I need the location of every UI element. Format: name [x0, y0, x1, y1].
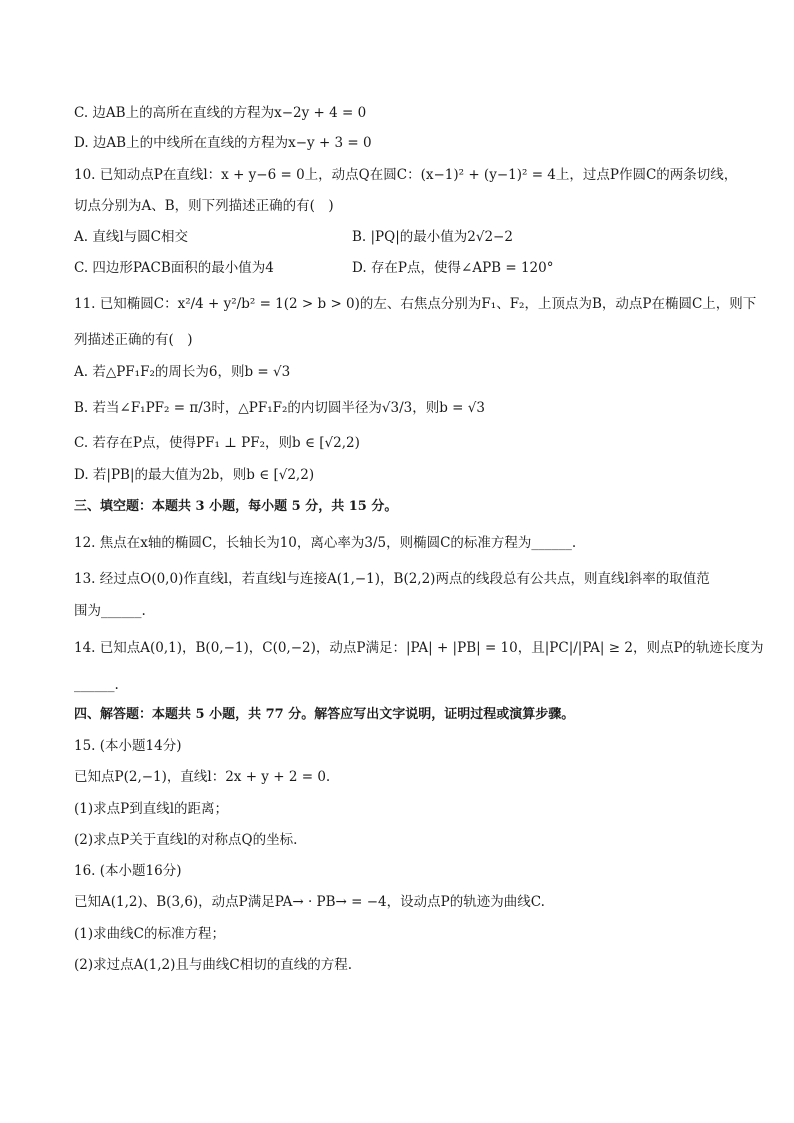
q10-option-c: C. 四边形PACB面积的最小值为4	[74, 260, 274, 276]
q11-option-d: D. 若|PB|的最大值为2b，则b ∈ [√2,2)	[74, 467, 315, 483]
section-4-heading: 四、解答题：本题共 5 小题，共 77 分。解答应写出文字说明，证明过程或演算步骤。	[74, 707, 575, 722]
q16-heading: 16. (本小题16分)	[74, 863, 182, 879]
q10-option-a: A. 直线l与圆C相交	[74, 229, 188, 245]
q12-stem: 12. 焦点在x轴的椭圆C，长轴长为10，离心率为3/5，则椭圆C的标准方程为______.	[74, 535, 577, 551]
q15-part1: (1)求点P到直线l的距离；	[74, 801, 229, 817]
q16-part1: (1)求曲线C的标准方程；	[74, 926, 225, 942]
q15-heading: 15. (本小题14分)	[74, 738, 182, 754]
q14-stem-line1: 14. 已知点A(0,1)，B(0,−1)，C(0,−2)，动点P满足：|PA| + |PB| = 10，且|PC|/|PA| ≥ 2，则点P的轨迹长度为	[74, 640, 764, 656]
q13-stem-line2: 围为______.	[74, 603, 146, 619]
q14-stem-line2: ______.	[74, 677, 119, 693]
q11-option-b: B. 若当∠F₁PF₂ = π/3时，△PF₁F₂的内切圆半径为√3/3，则b = √3	[74, 400, 485, 416]
q13-stem-line1: 13. 经过点O(0,0)作直线l，若直线l与连接A(1,−1)，B(2,2)两点的线段总有公共点，则直线l斜率的取值范	[74, 571, 710, 587]
q11-option-a: A. 若△PF₁F₂的周长为6，则b = √3	[74, 364, 291, 380]
q15-stem: 已知点P(2,−1)，直线l：2x + y + 2 = 0.	[74, 769, 331, 785]
q9-option-c: C. 边AB上的高所在直线的方程为x−2y + 4 = 0	[74, 105, 367, 121]
section-3-heading: 三、填空题：本题共 3 小题，每小题 5 分，共 15 分。	[74, 499, 398, 514]
q15-part2: (2)求点P关于直线l的对称点Q的坐标.	[74, 832, 298, 848]
q11-option-c: C. 若存在P点，使得PF₁ ⊥ PF₂，则b ∈ [√2,2)	[74, 435, 360, 451]
q10-stem-line2: 切点分别为A、B，则下列描述正确的有( )	[74, 198, 334, 214]
q10-stem-line1: 10. 已知动点P在直线l：x + y−6 = 0上，动点Q在圆C：(x−1)² + (y−1)² = 4上，过点P作圆C的两条切线，	[74, 167, 738, 183]
q9-option-d: D. 边AB上的中线所在直线的方程为x−y + 3 = 0	[74, 135, 372, 151]
q10-option-b: B. |PQ|的最小值为2√2−2	[352, 229, 513, 245]
q10-option-d: D. 存在P点，使得∠APB = 120°	[352, 260, 554, 276]
q16-stem: 已知A(1,2)、B(3,6)，动点P满足PA→ · PB→ = −4，设动点P的轨迹为曲线C.	[74, 894, 545, 910]
q11-stem-line1: 11. 已知椭圆C：x²/4 + y²/b² = 1(2 > b > 0)的左、右焦点分别为F₁、F₂，上顶点为B，动点P在椭圆C上，则下	[74, 296, 757, 312]
q16-part2: (2)求过点A(1,2)且与曲线C相切的直线的方程.	[74, 957, 352, 973]
q11-stem-line2: 列描述正确的有( )	[74, 332, 193, 348]
